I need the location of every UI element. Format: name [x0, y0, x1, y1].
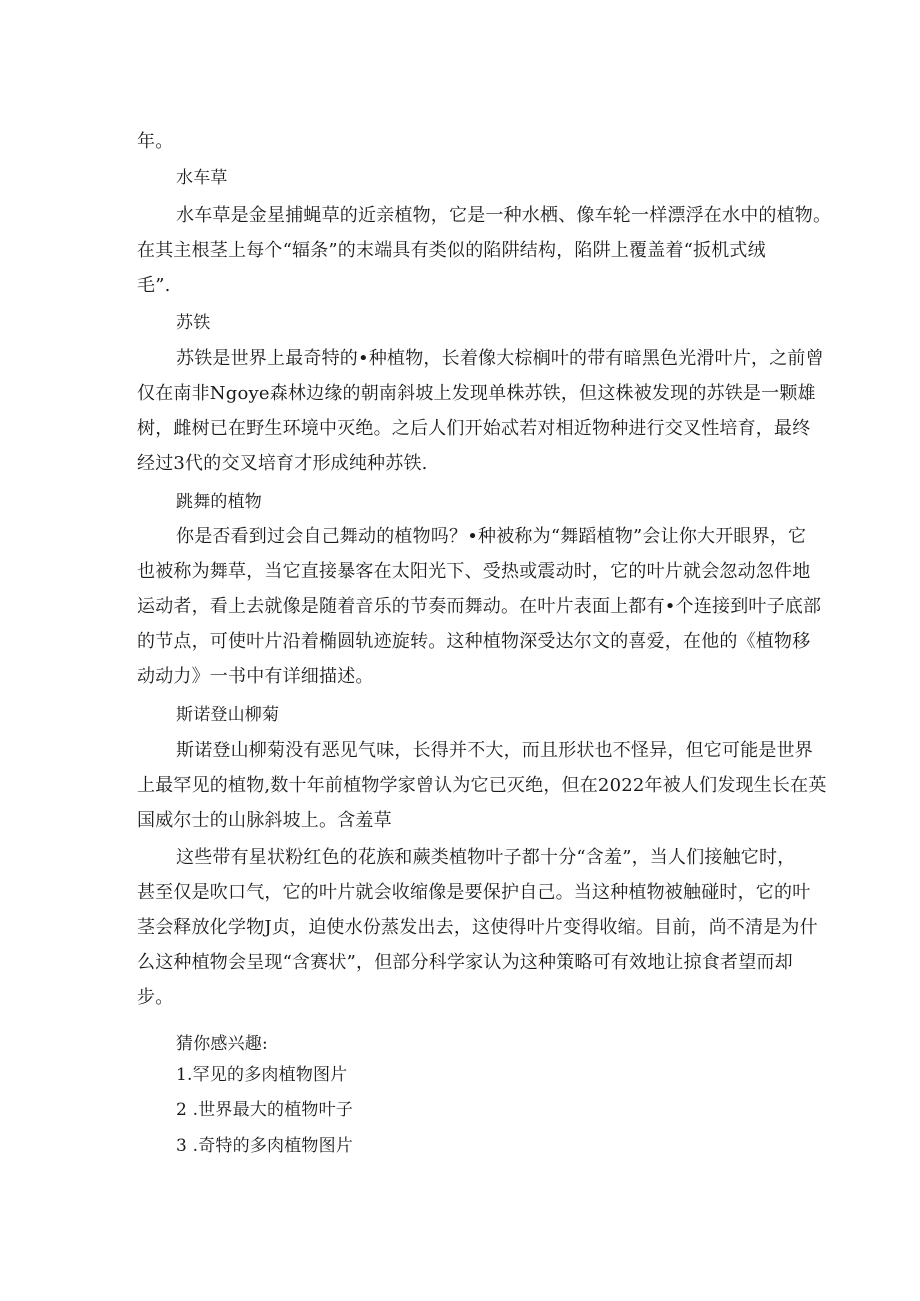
- section-title-snowdon-hawkweed: 斯诺登山柳菊: [176, 705, 280, 725]
- related-link[interactable]: 1.罕见的多肉植物图片: [176, 1065, 348, 1085]
- paragraph-line: 也被称为舞草，当它直接暴客在太阳光下、受热或震动时，它的叶片就会忽动忽件地: [137, 561, 811, 582]
- section-title-dancing-plant: 跳舞的植物: [176, 492, 262, 512]
- paragraph-line: 你是否看到过会自己舞动的植物吗？•种被称为“舞蹈植物”会让你大开眼界，它: [176, 526, 807, 547]
- paragraph-line: 运动者，看上去就像是随着音乐的节奏而舞动。在叶片表面上都有•个连接到叶子底部: [137, 596, 822, 617]
- paragraph-line: 水车草是金星捕蝇草的近亲植物，它是一种水栖、像车轮一样漂浮在水中的植物。: [176, 205, 832, 226]
- paragraph-line: 国威尔士的山脉斜坡上。含羞草: [137, 810, 392, 831]
- paragraph-line: 甚至仅是吹口气，它的叶片就会收缩像是要保护自己。当这种植物被触碰时，它的叶: [137, 882, 811, 903]
- paragraph-line: 仅在南非Ngoye森林边缘的朝南斜坡上发现单株苏铁，但这株被发现的苏铁是一颗雄: [137, 383, 816, 404]
- paragraph-line: 树，雌树已在野生环境中灭绝。之后人们开始忒若对相近物种进行交叉性培育，最终: [137, 418, 811, 439]
- paragraph-line: 上最罕见的植物,数十年前植物学家曾认为它已灭绝，但在2022年被人们发现生长在英: [137, 775, 827, 796]
- continuation-text: 年。: [137, 131, 174, 152]
- paragraph-line: 苏铁是世界上最奇特的•种植物，长着像大棕榈叶的带有暗黑色光滑叶片，之前曾: [176, 348, 824, 369]
- paragraph-line: 经过3代的交叉培育才形成纯种苏铁.: [137, 453, 428, 474]
- paragraph-line: 步。: [137, 987, 174, 1008]
- section-title-cycad: 苏铁: [176, 313, 211, 333]
- section-title-water-wheel: 水车草: [176, 168, 228, 188]
- paragraph-line: 斯诺登山柳菊没有恶见气味，长得并不大，而且形状也不怪异，但它可能是世界: [176, 740, 813, 761]
- paragraph-line: 么这种植物会呈现“含赛状”，但部分科学家认为这种策略可有效地让掠食者望而却: [137, 952, 793, 973]
- paragraph-line: 这些带有星状粉红色的花族和蕨类植物叶子都十分“含羞”，当人们接触它时，: [176, 847, 796, 868]
- paragraph-line: 的节点，可使叶片沿着椭圆轨迹旋转。这种植物深受达尔文的喜爱，在他的《植物移: [137, 631, 811, 652]
- paragraph-line: 在其主根茎上每个“辐条”的末端具有类似的陷阱结构，陷阱上覆盖着“扳机式绒: [137, 240, 766, 261]
- related-heading: 猜你感兴趣:: [176, 1034, 268, 1054]
- paragraph-line: 动动力》一书中有详细描述。: [137, 666, 374, 687]
- related-link[interactable]: 2 .世界最大的植物叶子: [176, 1100, 354, 1120]
- paragraph-line: 毛”.: [137, 275, 171, 296]
- paragraph-line: 茎会释放化学物J贞，迫使水份蒸发出去，这使得叶片变得收缩。目前，尚不清是为什: [137, 917, 818, 938]
- related-link[interactable]: 3 .奇特的多肉植物图片: [176, 1136, 354, 1156]
